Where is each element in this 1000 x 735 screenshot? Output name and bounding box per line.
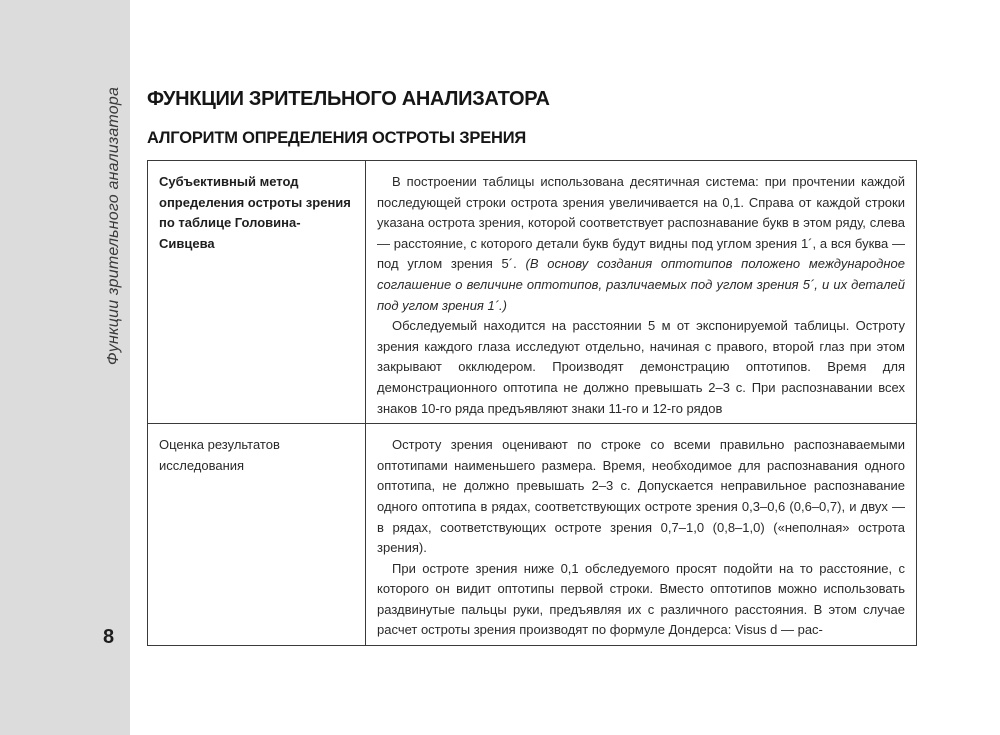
page-margin-sidebar	[0, 0, 130, 735]
description-italic-note: (В основу создания оптотипов положено международное соглашение о величине оптотипов, различаемых под углом зрения 5´, и их деталей под углом зрения 1´.)	[377, 256, 905, 313]
table-row	[148, 424, 917, 646]
description-paragraph: При остроте зрения ниже 0,1 обследуемого просят подойти на то расстояние, с которого он видит оптотипы первой строки. Вместо оптотипов можно использовать раздвинутые пальцы руки, предъявляя их с различного расстояния. В этом случае расчет остроты зрения производят по формуле Дондерса: Visus d — рас-	[377, 560, 905, 638]
description-paragraph: Остроту зрения оценивают по строке со всеми правильно распознаваемыми оптотипами наименьшего размера. Время, необходимое для распознавания одного оптотипа, не должно превышать 2–3 с. Допускается неправильное распознавание одного оптотипа в рядах, соответствующих остроте зрения 0,3–0,6 (0,6–0,7), и двух — в рядах, соответствующих остроте зрения 0,7–1,0 (0,8–1,0) («неполная» острота зрения).	[377, 437, 905, 556]
algorithm-table	[147, 160, 917, 646]
table-row	[148, 161, 917, 424]
description-paragraph: Обследуемый находится на расстоянии 5 м от экспонируемой таблицы. Остроту зрения каждого глаза исследуют отдельно, начиная с правого, второй глаз при этом закрывают окклюдером. Производят демонстрацию оптотипов. Время для демонстрационного оптотипа не должно превышать 2–3 с. При распознавании всех знаков 10-го ряда предъявляют знаки 11-го и 12-го рядов	[377, 318, 905, 416]
description-text: В построении таблицы использована десятичная система: при прочтении каждой последующей строки острота зрения увеличивается на 0,1. Справа от каждой строки указана острота зрения, которой соответствует распознавание букв в этом ряду, слева — расстояние, с которого детали букв будут видны под углом зрения 1´, а вся буква — под углом зрения 5´.	[377, 174, 905, 272]
method-cell: Субъективный метод определения остроты зрения по таблице Головина-Сивцева	[148, 161, 366, 424]
description-cell	[366, 161, 917, 424]
description-paragraph	[377, 172, 905, 316]
page-number: 8	[103, 626, 115, 648]
section-title: АЛГОРИТМ ОПРЕДЕЛЕНИЯ ОСТРОТЫ ЗРЕНИЯ	[147, 129, 527, 147]
method-cell: Оценка результатов исследования	[148, 424, 366, 646]
chapter-title: ФУНКЦИИ ЗРИТЕЛЬНОГО АНАЛИЗАТОРА	[147, 88, 550, 110]
running-head: Функции зрительного анализатора	[105, 86, 122, 366]
description-cell	[366, 424, 917, 646]
